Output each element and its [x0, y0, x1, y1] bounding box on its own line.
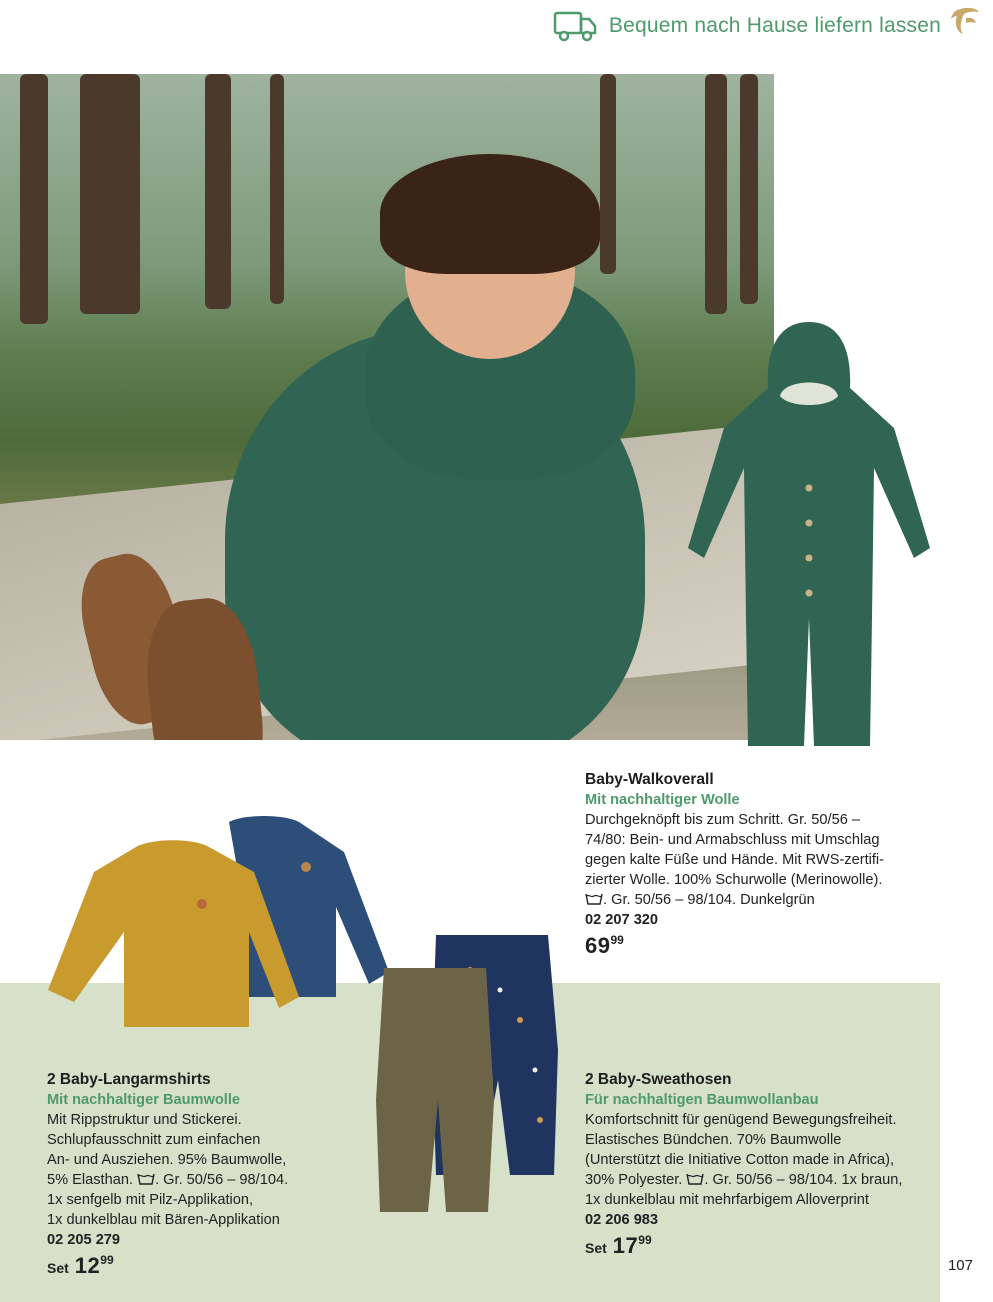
hero-photo — [0, 74, 774, 740]
description-line: Schlupfausschnitt zum einfachen — [47, 1132, 261, 1148]
wash-30-icon — [137, 1172, 155, 1185]
page-number: 107 — [947, 1257, 973, 1274]
price-cents: 99 — [100, 1253, 114, 1267]
pants-product-image — [370, 930, 570, 1220]
description-line: Mit Rippstruktur und Stickerei. — [47, 1112, 242, 1128]
care-line: . Gr. 50/56 – 98/104. Dunkelgrün — [585, 890, 905, 910]
overall-product-image — [684, 318, 934, 750]
delivery-link[interactable] — [553, 6, 941, 46]
price-cents: 99 — [610, 933, 624, 947]
product-walkoverall — [585, 770, 905, 959]
shirts-product-image — [44, 812, 404, 1037]
truck-icon — [553, 7, 597, 45]
article-number: 02 206 983 — [585, 1212, 659, 1228]
product-subtitle: Für nachhaltigen Baumwollanbau — [585, 1092, 819, 1108]
price-euros: 12 — [74, 1253, 101, 1278]
product-subtitle: Mit nachhaltiger Baumwolle — [47, 1092, 240, 1108]
price-euros: 17 — [612, 1233, 639, 1258]
description-line: 1x senfgelb mit Pilz-Applikation, — [47, 1192, 254, 1208]
article-number: 02 207 320 — [585, 912, 659, 928]
care-line: 30% Polyester. . Gr. 50/56 – 98/104. 1x braun, — [585, 1172, 903, 1188]
description-line: An- und Ausziehen. 95% Baumwolle, — [47, 1152, 287, 1168]
description-line: zierter Wolle. 100% Schurwolle (Merinowolle). — [585, 872, 883, 888]
wash-30-icon — [585, 892, 603, 905]
description-line: Elastisches Bündchen. 70% Baumwolle — [585, 1132, 842, 1148]
price-cents: 99 — [638, 1233, 652, 1247]
description-line: 1x dunkelblau mit Bären-Applikation — [47, 1212, 280, 1228]
product-langarmshirts — [47, 1070, 377, 1279]
product-title: 2 Baby-Sweathosen — [585, 1071, 732, 1088]
price-euros: 69 — [585, 933, 611, 958]
care-line: 5% Elasthan. . Gr. 50/56 – 98/104. — [47, 1172, 289, 1188]
description-line: gegen kalte Füße und Hände. Mit RWS-zertifi- — [585, 852, 885, 868]
child-hair — [380, 154, 600, 274]
wash-30-icon — [686, 1172, 704, 1185]
delivery-text: Bequem nach Hause liefern lassen — [608, 14, 941, 37]
product-title: Baby-Walkoverall — [585, 771, 714, 788]
description-line: Durchgeknöpft bis zum Schritt. Gr. 50/56 – — [585, 812, 860, 828]
price-prefix: Set — [585, 1240, 607, 1256]
product-sweathosen — [585, 1070, 930, 1259]
description-line: (Unterstützt die Initiative Cotton made in Africa), — [585, 1152, 895, 1168]
article-number: 02 205 279 — [47, 1232, 121, 1248]
product-subtitle: Mit nachhaltiger Wolle — [585, 792, 740, 808]
description-line: 1x dunkelblau mit mehrfarbigem Alloverprint — [585, 1192, 869, 1208]
price — [585, 1233, 930, 1259]
price — [585, 933, 905, 959]
description-line: Komfortschnitt für genügend Bewegungsfreiheit. — [585, 1112, 897, 1128]
description-line: 74/80: Bein- und Armabschluss mit Umschlag — [585, 832, 880, 848]
product-title: 2 Baby-Langarmshirts — [47, 1071, 211, 1088]
price-prefix: Set — [47, 1260, 69, 1276]
tchibo-logo-icon — [947, 4, 983, 40]
price — [47, 1253, 377, 1279]
